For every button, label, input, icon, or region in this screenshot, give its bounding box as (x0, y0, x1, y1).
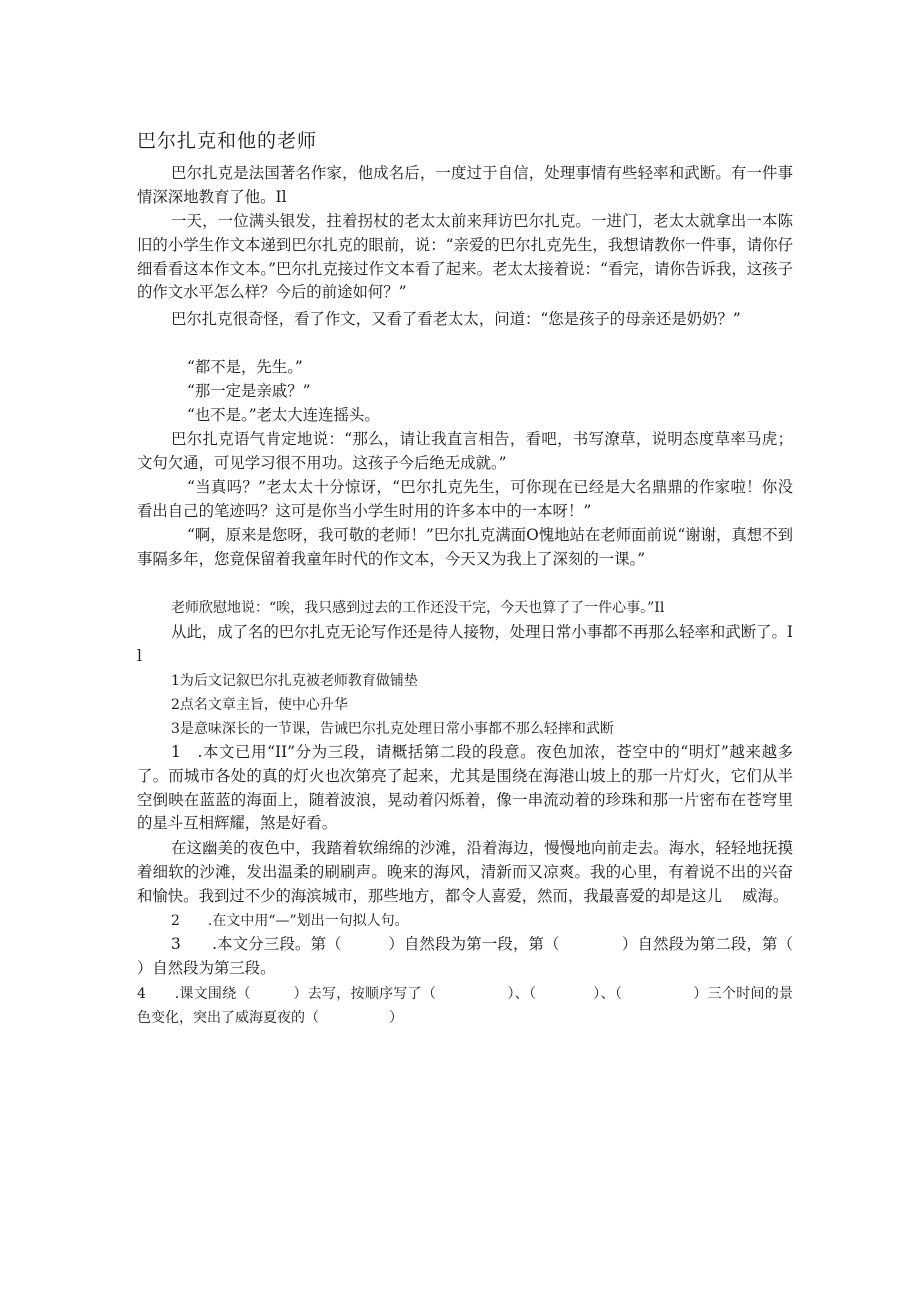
paragraph-question: 巴尔扎克很奇怪，看了作文，又看了看老太太，问道：“您是孩子的母亲还是奶奶？” (171, 310, 741, 328)
answer-2: 2点名文章主旨，使中心升华 (171, 697, 348, 713)
passage-2: 在这幽美的夜色中，我踏着软绵绵的沙滩，沿着海边，慢慢地向前走去。海水，轻轻地抚摸着细软的沙滩，发出温柔的刷刷声。晚来的海风，清新而又凉爽。我的心里，有着说不出的兴奋和愉快。我到过不少的海滨城市，那些地方，都令人喜爱，然而，我最喜爱的却是这儿 威海。 (137, 839, 793, 905)
question-4: 4 .课文围绕（ ）去写，按顺序写了（ ）、（ ）、（ ）三个时间的景色变化，突出了威海夏夜的（ ） (137, 986, 793, 1026)
paragraph-surprise: “当真吗？”老太太十分惊讶，“巴尔扎克先生，可你现在已经是大名鼎鼎的作家啦！你没看出自己的笔迹吗？这可是你当小学生时用的许多本中的一本呀！” (137, 478, 793, 520)
paragraph-realization: “啊，原来是您呀，我可敬的老师！”巴尔扎克满面O愧地站在老师面前说“谢谢，真想不到事隔多年，您竟保留着我童年时代的作文本，今天又为我上了深刻的一课。” (137, 526, 793, 568)
question-1: 1 .本文已用“II”分为三段，请概括第二段的段意。夜色加浓，苍空中的“明灯”越来越多了。而城市各处的真的灯火也次第亮了起来，尤其是围绕在海港山坡上的那一片灯火，它们从半空倒映在蓝蓝的海面上，随着波浪，晃动着闪烁着，像一串流动着的珍珠和那一片密布在苍穹里的星斗互相辉耀，煞是好看。 (137, 743, 793, 833)
paragraph-conclusion: 从此，成了名的巴尔扎克无论写作还是待人接物，处理日常小事都不再那么轻率和武断了。Il (137, 623, 793, 665)
dialogue-line-1: “都不是，先生。” (187, 358, 303, 376)
dialogue-line-3: “也不是。”老太大连连摇头。 (187, 406, 380, 424)
question-3: 3 .本文分三段。第（ ）自然段为第一段，第（ ）自然段为第二段，第（ ）自然段为第三段。 (137, 935, 855, 977)
article-title: 巴尔扎克和他的老师 (137, 130, 318, 152)
paragraph-visit: 一天，一位满头银发，拄着拐杖的老太太前来拜访巴尔扎克。一进门，老太太就拿出一本陈旧的小学生作文本递到巴尔扎克的眼前，说：“亲爱的巴尔扎克先生，我想请教你一件事，请你仔细看看这本作文本。”巴尔扎克接过作文本看了起来。老太太接着说：“看完，请你告诉我，这孩子的作文水平怎么样？今后的前途如何？” (137, 212, 793, 302)
paragraph-teacher: 老师欣慰地说：“唉，我只感到过去的工作还没干完，今天也算了了一件心事。”Il (171, 600, 665, 616)
answer-3: 3是意味深长的一节课，告诫巴尔扎克处理日常小事都不那么轻摔和武断 (171, 721, 614, 737)
paragraph-judgement: 巴尔扎克语气肯定地说：“那么，请让我直言相告，看吧，书写潦草，说明态度草率马虎；文句欠通，可见学习很不用功。这孩子今后绝无成就。” (137, 430, 793, 472)
question-2: 2 .在文中用“—”划出一句拟人句。 (171, 913, 409, 929)
paragraph-intro: 巴尔扎克是法国著名作家，他成名后，一度过于自信，处理事情有些轻率和武断。有一件事情深深地教育了他。Il (137, 164, 793, 206)
answer-1: 1为后文记叙巴尔扎克被老师教育做铺垫 (171, 673, 418, 689)
dialogue-line-2: “那一定是亲戚？” (187, 382, 311, 400)
